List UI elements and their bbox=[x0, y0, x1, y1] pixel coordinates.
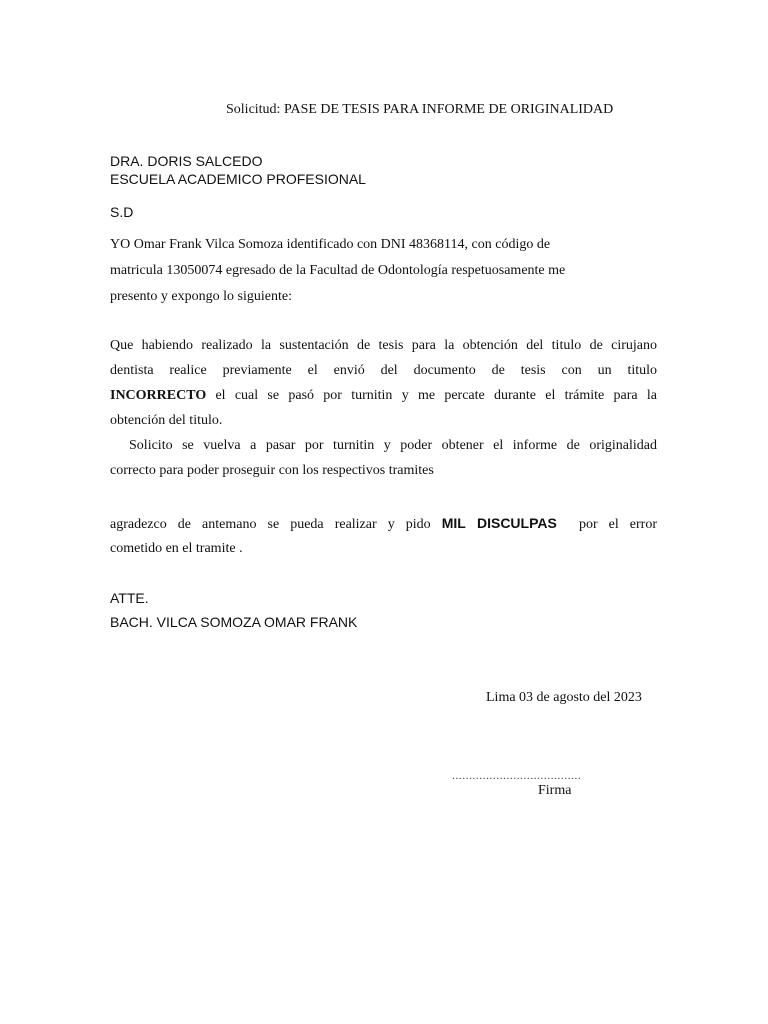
body-line: obtención del titulo. bbox=[110, 413, 223, 428]
date-line: Lima 03 de agosto del 2023 bbox=[486, 690, 642, 705]
apology-line: cometido en el tramite . bbox=[110, 541, 243, 556]
subject-line bbox=[226, 102, 613, 118]
signature-label: Firma bbox=[538, 783, 572, 798]
recipient-school: ESCUELA ACADEMICO PROFESIONAL bbox=[110, 171, 366, 187]
intro-line: matricula 13050074 egresado de la Facultad de Odontología respetuosamente me bbox=[110, 263, 566, 278]
subject-text: PASE DE TESIS PARA INFORME DE ORIGINALIDAD bbox=[283, 102, 614, 117]
intro-line: YO Omar Frank Vilca Somoza identificado con DNI 48368114, con código de bbox=[110, 237, 551, 252]
intro-line: presento y expongo lo siguiente: bbox=[110, 289, 292, 304]
incorrect-emphasis: INCORRECTO bbox=[110, 388, 207, 403]
apology-emphasis: MIL DISCULPAS bbox=[441, 515, 557, 531]
recipient-name: DRA. DORIS SALCEDO bbox=[110, 153, 263, 169]
closing-name: BACH. VILCA SOMOZA OMAR FRANK bbox=[110, 614, 358, 630]
body-line: Solicito se vuelva a pasar por turnitin y poder obtener el informe de originalidad bbox=[110, 438, 657, 453]
salutation: S.D bbox=[110, 204, 134, 220]
apology-start: agradezco de antemano se pueda realizar y pido bbox=[110, 517, 442, 532]
body-line-rest: el cual se pasó por turnitin y me percate durante el trámite para la bbox=[206, 388, 657, 403]
body-line: Que habiendo realizado la sustentación de tesis para la obtención del titulo de cirujano bbox=[110, 338, 657, 353]
apology-end: por el error bbox=[556, 517, 657, 532]
body-line: dentista realice previamente el envió del documento de tesis con un titulo bbox=[110, 363, 657, 378]
closing-atte: ATTE. bbox=[110, 590, 149, 606]
body-line: correcto para poder proseguir con los respectivos tramites bbox=[110, 463, 434, 478]
body-line bbox=[110, 388, 657, 404]
apology-line bbox=[110, 515, 657, 533]
signature-dots: ...................................... bbox=[452, 768, 582, 782]
subject-label: Solicitud: bbox=[226, 102, 281, 117]
